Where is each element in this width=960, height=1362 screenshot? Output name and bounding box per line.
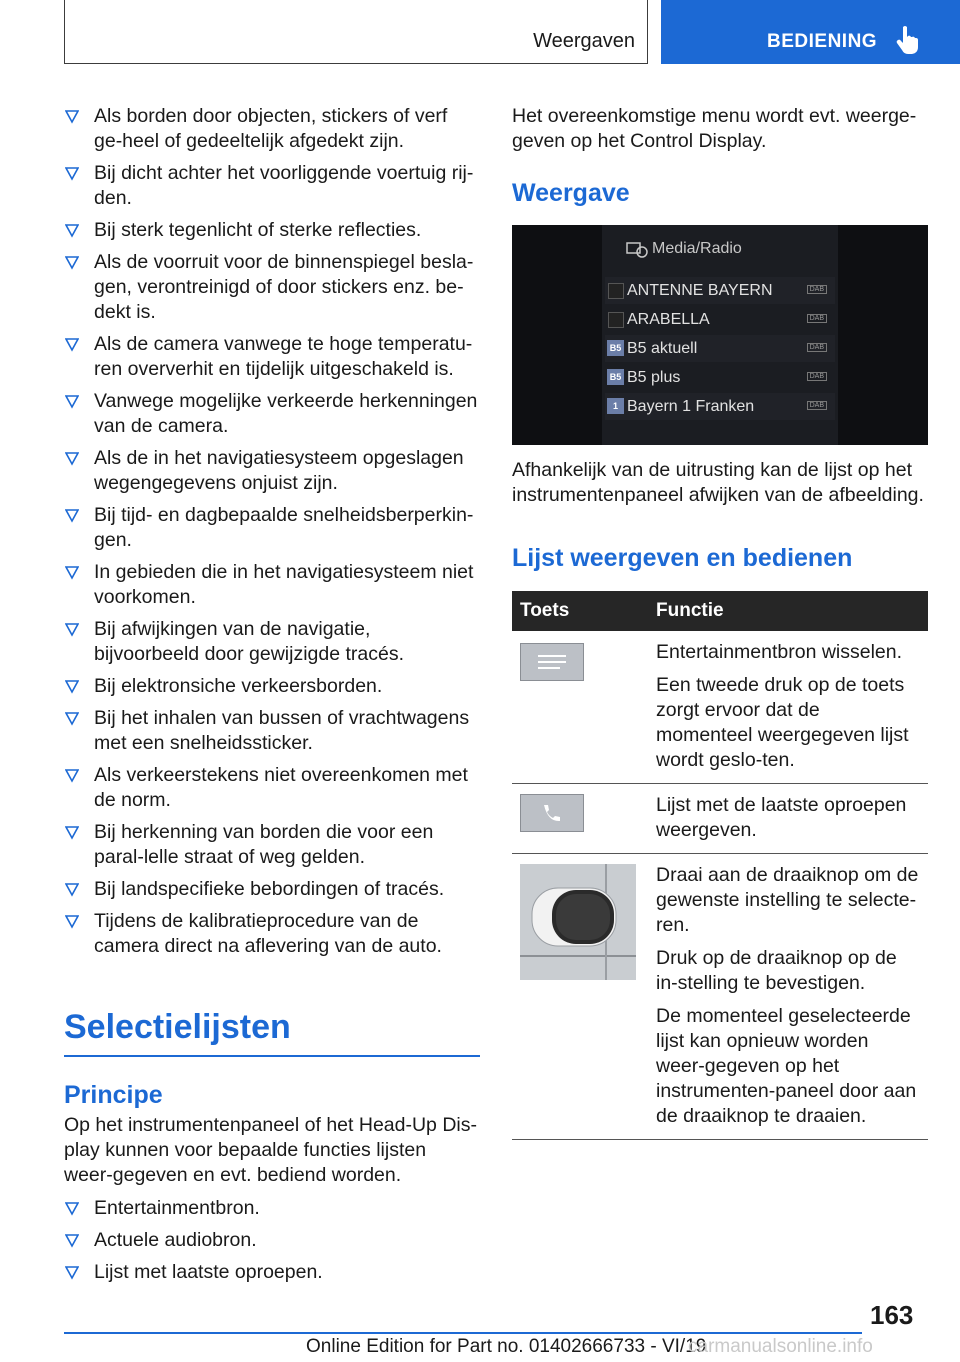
key-cell (512, 784, 648, 854)
list-item (64, 706, 480, 756)
list-item-text: Vanwege mogelijke verkeerde herkenningen van de camera. (94, 390, 478, 437)
station-checkbox-icon (608, 283, 624, 299)
bullet-triangle-icon (65, 621, 79, 637)
principe-text: Op het instrumentenpaneel of het Head-Up Dis-play kunnen voor bepaalde functies lijsten weer-gegeven en evt. bediend worden. (64, 1114, 477, 1186)
intro-text: Het overeenkomstige menu wordt evt. weerge-geven op het Control Display. (512, 105, 917, 152)
list-item (64, 1260, 480, 1285)
station-name: B5 aktuell (627, 340, 698, 357)
list-item (64, 820, 480, 870)
list-item-text: Als verkeerstekens niet overeenkomen met de norm. (94, 764, 468, 811)
bullet-triangle-icon (65, 336, 79, 352)
bullet-triangle-icon (65, 222, 79, 238)
function-cell (648, 631, 928, 784)
station-name: B5 plus (627, 369, 681, 386)
list-item-text: Bij het inhalen van bussen of vrachtwagens met een snelheidssticker. (94, 707, 470, 754)
list-item (64, 218, 480, 243)
list-item-text: Lijst met laatste oproepen. (94, 1261, 323, 1283)
bullet-triangle-icon (65, 108, 79, 124)
bullet-triangle-icon (65, 1232, 79, 1248)
station-logo: B5 (607, 369, 624, 385)
list-item-text: In gebieden die in het navigatiesysteem niet voorkomen. (94, 561, 474, 608)
station-row (605, 277, 835, 304)
media-radio-icon (626, 240, 648, 258)
limitations-list (64, 104, 480, 959)
selection-list-types (64, 1196, 480, 1285)
list-item-text: Als borden door objecten, stickers of verf ge-heel of gedeeltelijk afgedekt zijn. (94, 105, 448, 152)
station-logo: B5 (607, 340, 624, 356)
bullet-triangle-icon (65, 393, 79, 409)
table-row (512, 784, 928, 854)
list-item (64, 877, 480, 902)
station-row (605, 364, 835, 391)
bullet-triangle-icon (65, 564, 79, 580)
list-item (64, 389, 480, 439)
station-name: Bayern 1 Franken (627, 398, 755, 415)
station-dab-tag: DAB (807, 314, 827, 323)
bullet-triangle-icon (65, 913, 79, 929)
list-item-text: Bij landspecifieke bebordingen of tracés. (94, 878, 445, 900)
list-item (64, 560, 480, 610)
thumbwheel-knob-icon (520, 864, 636, 980)
station-row (605, 306, 835, 333)
function-text: De momenteel geselecteerde lijst kan opnieuw worden weer-gegeven op het instrumenten-paneel door aan de draaiknop te draaien. (656, 1005, 917, 1127)
table-row (512, 631, 928, 784)
function-cell (648, 784, 928, 854)
station-name: ARABELLA (627, 311, 710, 328)
station-dab-tag: DAB (807, 372, 827, 381)
list-item (64, 617, 480, 667)
watermark-text: carmanualsonline.info (688, 1336, 873, 1357)
key-cell (512, 631, 648, 784)
page-number: 163 (870, 1300, 914, 1330)
list-item (64, 104, 480, 154)
pointing-hand-icon (894, 25, 920, 55)
function-table (512, 591, 928, 1140)
header-chapter-box (661, 0, 960, 64)
station-checkbox-icon (608, 312, 624, 328)
bullet-triangle-icon (65, 710, 79, 726)
list-item-text: Als de voorruit voor de binnenspiegel besla-gen, verontreinigd of door stickers enz. be-dekt is. (94, 251, 474, 323)
image-caption: Afhankelijk van de uitrusting kan de lijst op het instrumentenpaneel afwijken van de afbeelding. (512, 459, 924, 506)
list-item (64, 1196, 480, 1221)
column-header-function: Functie (648, 591, 928, 631)
station-name: ANTENNE BAYERN (627, 282, 773, 299)
table-header-row (512, 591, 928, 631)
list-item-text: Tijdens de kalibratieprocedure van de camera direct na aflevering van de auto. (94, 910, 442, 957)
list-item-text: Bij afwijkingen van de navigatie, bijvoorbeeld door gewijzigde tracés. (94, 618, 405, 665)
list-item (64, 446, 480, 496)
list-item-text: Bij herkenning van borden die voor een paral-lelle straat of weg gelden. (94, 821, 434, 868)
header-section-box (64, 0, 648, 64)
list-item-text: Actuele audiobron. (94, 1229, 257, 1251)
list-item-text: Bij sterk tegenlicht of sterke reflecties. (94, 219, 422, 241)
list-item (64, 674, 480, 699)
function-cell (648, 854, 928, 1140)
table-row (512, 854, 928, 1140)
list-item (64, 250, 480, 325)
heading-principe: Principe (64, 1081, 163, 1109)
list-item-text: Bij tijd- en dagbepaalde snelheidsberperkin-gen. (94, 504, 474, 551)
list-item (64, 763, 480, 813)
heading-weergave: Weergave (512, 179, 630, 207)
list-item-text: Als de camera vanwege te hoge temperatu-ren oververhit en tijdelijk uitgeschakeld is. (94, 333, 473, 380)
edition-text: Online Edition for Part no. 01402666733 - VI/19 (306, 1336, 707, 1357)
display-title: Media/Radio (652, 240, 742, 257)
bullet-triangle-icon (65, 824, 79, 840)
left-column (64, 104, 480, 1292)
bullet-triangle-icon (65, 254, 79, 270)
key-cell (512, 854, 648, 1140)
list-item-text: Als de in het navigatiesysteem opgeslagen wegengegevens onjuist zijn. (94, 447, 464, 494)
station-row (605, 335, 835, 362)
function-text: Druk op de draaiknop op de in-stelling te bevestigen. (656, 947, 897, 994)
station-dab-tag: DAB (807, 401, 827, 410)
bullet-triangle-icon (65, 881, 79, 897)
footer-rule (64, 1332, 862, 1334)
header-chapter-title: BEDIENING (767, 31, 878, 52)
list-item (64, 1228, 480, 1253)
station-logo: 1 (607, 398, 624, 414)
header-section-title: Weergaven (533, 30, 635, 52)
heading-selectielijsten: Selectielijsten (64, 1008, 291, 1046)
column-header-key: Toets (512, 591, 648, 631)
bullet-triangle-icon (65, 1200, 79, 1216)
list-button-icon (520, 643, 584, 681)
bullet-triangle-icon (65, 165, 79, 181)
function-text: Draai aan de draaiknop om de gewenste instelling te selecte-ren. (656, 864, 919, 936)
heading-lijst: Lijst weergeven en bedienen (512, 544, 853, 572)
bullet-triangle-icon (65, 450, 79, 466)
list-item (64, 161, 480, 211)
function-text: Lijst met de laatste oproepen weergeven. (656, 794, 907, 841)
bullet-triangle-icon (65, 678, 79, 694)
list-item (64, 332, 480, 382)
bullet-triangle-icon (65, 767, 79, 783)
list-item-text: Bij elektronsiche verkeersborden. (94, 675, 383, 697)
list-item (64, 909, 480, 959)
list-item-text: Bij dicht achter het voorliggende voertuig rij-den. (94, 162, 474, 209)
station-dab-tag: DAB (807, 285, 827, 294)
right-column (512, 104, 928, 208)
phone-button-icon (520, 794, 584, 832)
list-item-text: Entertainmentbron. (94, 1197, 260, 1219)
station-dab-tag: DAB (807, 343, 827, 352)
list-item (64, 503, 480, 553)
function-text: Entertainmentbron wisselen. (656, 641, 903, 663)
bullet-triangle-icon (65, 507, 79, 523)
station-row (605, 393, 835, 420)
control-display-image (512, 225, 928, 445)
function-text: Een tweede druk op de toets zorgt ervoor dat de momenteel weergegeven lijst wordt geslo-ten. (656, 674, 909, 771)
bullet-triangle-icon (65, 1264, 79, 1280)
